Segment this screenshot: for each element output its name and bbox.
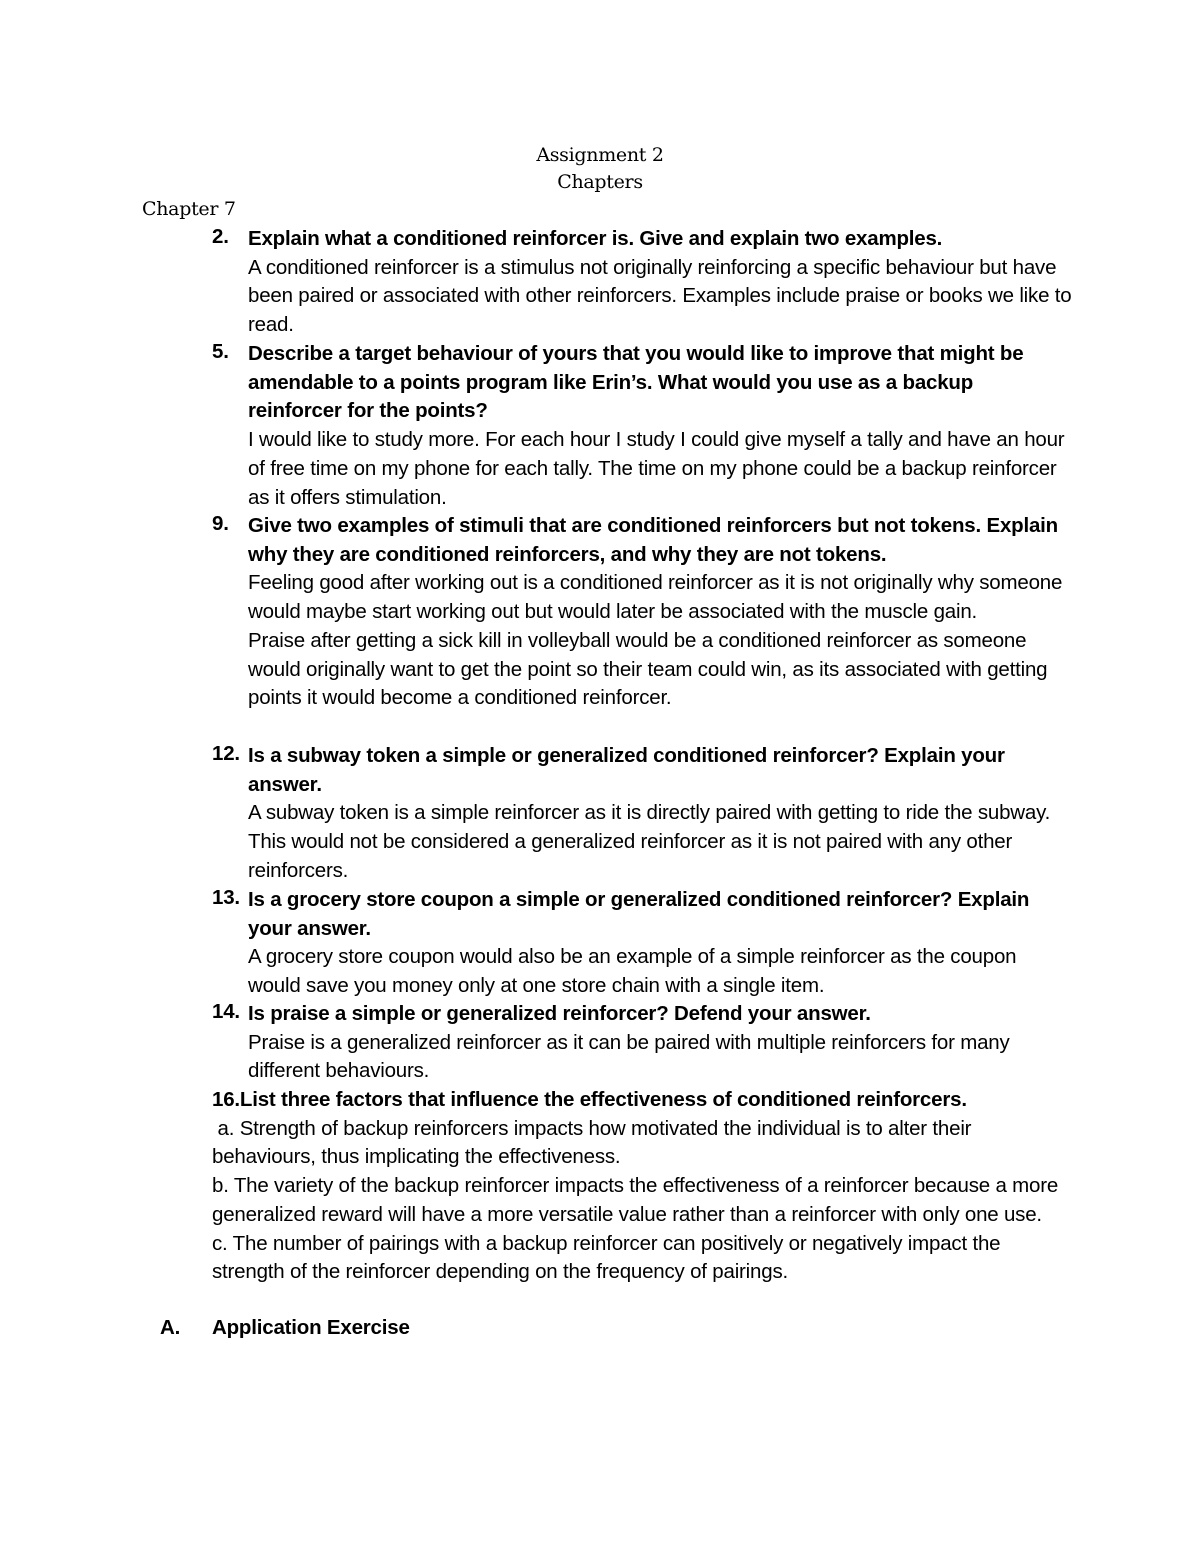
question-text: Is praise a simple or generalized reinforcer? Defend your answer. <box>248 1002 871 1025</box>
question-text: Explain what a conditioned reinforcer is. Give and explain two examples. <box>248 227 943 250</box>
question-text: Is a subway token a simple or generalized conditioned reinforcer? Explain your answer. <box>248 744 1005 796</box>
question-14 <box>212 1000 1072 1086</box>
question-text: Describe a target behaviour of yours that you would like to improve that might be amendable to a points program like Erin’s. What would you use as a backup reinforcer for the points? <box>248 342 1024 423</box>
question-text: Is a grocery store coupon a simple or generalized conditioned reinforcer? Explain your answer. <box>248 888 1030 940</box>
question-number: 12. <box>212 742 240 765</box>
question-5 <box>212 340 1072 512</box>
question-number: 13. <box>212 886 240 909</box>
answer-item-c: c. The number of pairings with a backup reinforcer can positively or negatively impact the strength of the reinforcer depending on the frequency of pairings. <box>212 1231 1001 1284</box>
question-number: 9. <box>212 512 229 535</box>
question-text: 16.List three factors that influence the effectiveness of conditioned reinforcers. <box>212 1088 967 1111</box>
answer-text: A grocery store coupon would also be an example of a simple reinforcer as the coupon would save you money only at one store chain with a single item. <box>248 945 1017 998</box>
question-12 <box>212 742 1072 886</box>
chapter-label: Chapter 7 <box>142 198 236 220</box>
question-number: 2. <box>212 225 229 248</box>
section-letter: A. <box>160 1316 181 1339</box>
answer-text: Feeling good after working out is a conditioned reinforcer as it is not originally why someone would maybe start working out but would later be associated with the muscle gain. <box>248 571 1063 624</box>
document-subtitle: Chapters <box>557 171 643 193</box>
question-9 <box>212 512 1072 713</box>
question-13 <box>212 886 1072 1001</box>
application-exercise-heading <box>160 1316 410 1340</box>
document-title: Assignment 2 <box>536 144 664 166</box>
answer-text: A conditioned reinforcer is a stimulus not originally reinforcing a specific behaviour but have been paired or associated with other reinforcers. Examples include praise or books we like to read. <box>248 255 1072 337</box>
answer-text: A subway token is a simple reinforcer as it is directly paired with getting to ride the subway. This would not be considered a generalized reinforcer as it is not paired with any other reinforcers. <box>248 801 1051 882</box>
section-label: Application Exercise <box>212 1316 410 1339</box>
answer-item-a: a. Strength of backup reinforcers impacts how motivated the individual is to alter their behaviours, thus implicating the effectiveness. <box>212 1116 977 1169</box>
answer-text: Praise is a generalized reinforcer as it can be paired with multiple reinforcers for many different behaviours. <box>248 1030 1010 1083</box>
answer-text: I would like to study more. For each hour I study I could give myself a tally and have an hour of free time on my phone for each tally. The time on my phone could be a backup reinforcer as it offers stimulation. <box>248 428 1065 509</box>
question-number: 5. <box>212 340 229 363</box>
answer-text: Praise after getting a sick kill in volleyball would be a conditioned reinforcer as someone would originally want to get the point so their team could win, as its associated with getting points it would become a conditioned reinforcer. <box>248 628 1048 710</box>
question-2 <box>212 225 1072 340</box>
question-number: 14. <box>212 1000 240 1023</box>
answer-item-b: b. The variety of the backup reinforcer impacts the effectiveness of a reinforcer because a more generalized reward will have a more versatile value rather than a reinforcer with only one use. <box>212 1174 1059 1226</box>
question-16 <box>212 1086 1072 1287</box>
question-text: Give two examples of stimuli that are conditioned reinforcers but not tokens. Explain why they are conditioned reinforcers, and why they are not tokens. <box>248 514 1058 566</box>
